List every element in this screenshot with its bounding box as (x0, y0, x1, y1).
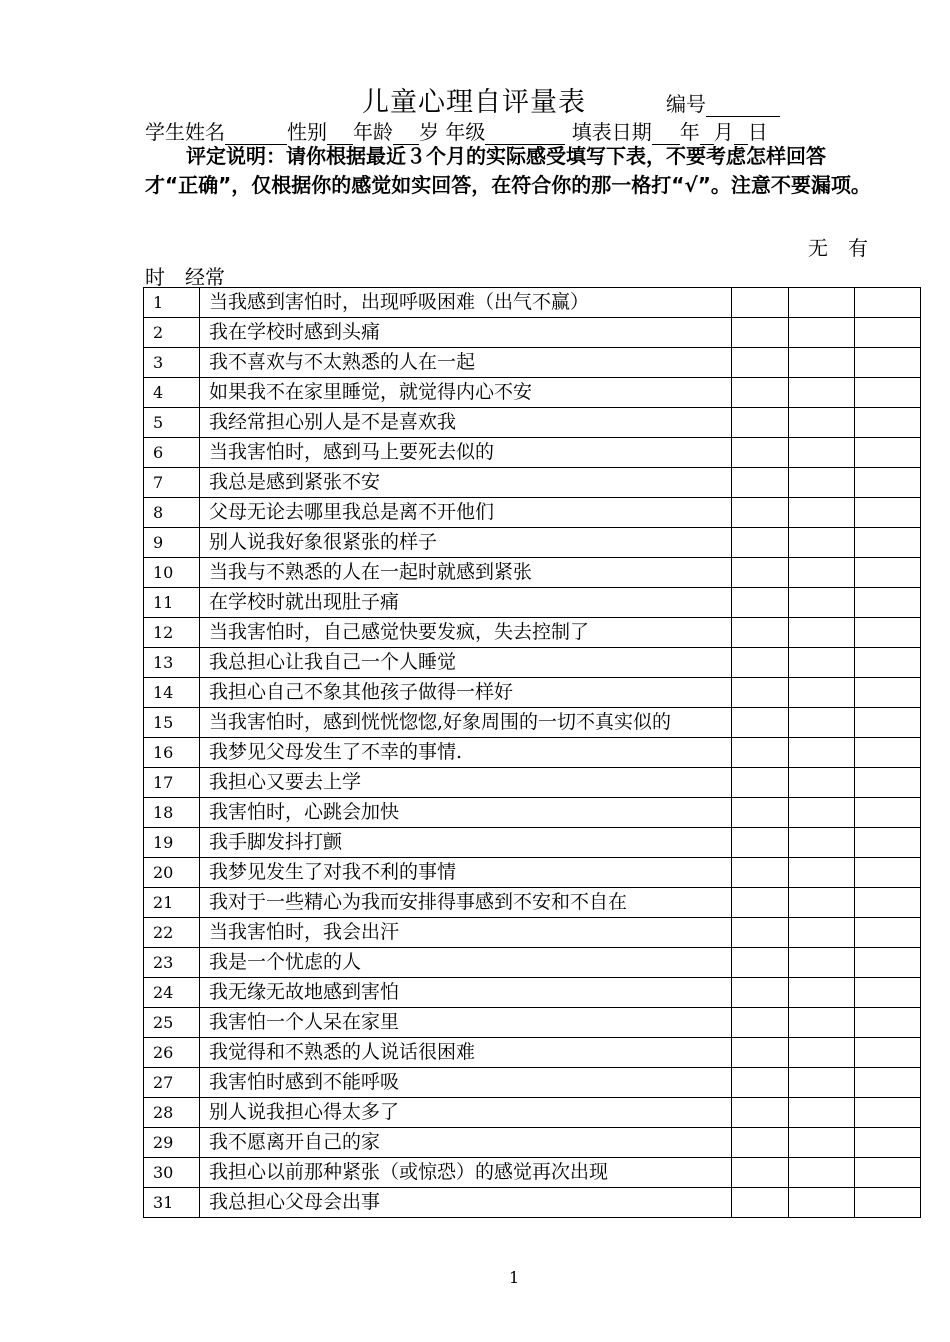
answer-cell-often[interactable] (855, 1008, 921, 1038)
answer-cell-often[interactable] (855, 768, 921, 798)
item-text: 当我感到害怕时，出现呼吸困难（出气不赢） (200, 288, 732, 318)
answer-cell-sometimes[interactable] (789, 828, 855, 858)
item-text: 我害怕时，心跳会加快 (200, 798, 732, 828)
item-text: 我担心自己不象其他孩子做得一样好 (200, 678, 732, 708)
item-number: 17 (144, 768, 200, 798)
item-number: 24 (144, 978, 200, 1008)
answer-cell-sometimes[interactable] (789, 738, 855, 768)
answer-cell-often[interactable] (855, 468, 921, 498)
item-number: 16 (144, 738, 200, 768)
item-number: 22 (144, 918, 200, 948)
item-text: 在学校时就出现肚子痛 (200, 588, 732, 618)
item-text: 我害怕时感到不能呼吸 (200, 1068, 732, 1098)
answer-cell-never[interactable] (732, 1128, 789, 1158)
item-number: 19 (144, 828, 200, 858)
answer-cell-often[interactable] (855, 1098, 921, 1128)
answer-cell-often[interactable] (855, 528, 921, 558)
serial-number-blank[interactable] (706, 96, 780, 117)
answer-cell-often[interactable] (855, 648, 921, 678)
answer-cell-never[interactable] (732, 798, 789, 828)
answer-cell-never[interactable] (732, 498, 789, 528)
answer-cell-never[interactable] (732, 318, 789, 348)
item-text: 我总担心父母会出事 (200, 1188, 732, 1218)
answer-cell-never[interactable] (732, 288, 789, 318)
table-row (144, 738, 921, 768)
table-row (144, 888, 921, 918)
questionnaire-table (143, 287, 921, 1218)
page-number: 1 (509, 1268, 520, 1287)
answer-cell-sometimes[interactable] (789, 708, 855, 738)
answer-cell-sometimes[interactable] (789, 768, 855, 798)
answer-cell-never[interactable] (732, 468, 789, 498)
answer-cell-often[interactable] (855, 1188, 921, 1218)
answer-cell-never[interactable] (732, 738, 789, 768)
name-label: 学生姓名 (145, 120, 225, 144)
table-row (144, 498, 921, 528)
answer-cell-often[interactable] (855, 708, 921, 738)
answer-cell-sometimes[interactable] (789, 558, 855, 588)
answer-cell-sometimes[interactable] (789, 498, 855, 528)
answer-cell-sometimes[interactable] (789, 1068, 855, 1098)
item-number: 31 (144, 1188, 200, 1218)
item-text: 当我与不熟悉的人在一起时就感到紧张 (200, 558, 732, 588)
answer-cell-never[interactable] (732, 1098, 789, 1128)
table-row (144, 468, 921, 498)
answer-cell-never[interactable] (732, 1038, 789, 1068)
answer-cell-often[interactable] (855, 798, 921, 828)
answer-cell-often[interactable] (855, 978, 921, 1008)
table-row (144, 408, 921, 438)
table-row (144, 618, 921, 648)
serial-number-field (666, 88, 780, 117)
answer-cell-often[interactable] (855, 918, 921, 948)
table-row (144, 828, 921, 858)
table-row (144, 678, 921, 708)
answer-cell-never[interactable] (732, 918, 789, 948)
answer-cell-often[interactable] (855, 1158, 921, 1188)
month-unit: 月 (713, 120, 734, 144)
answer-cell-sometimes[interactable] (789, 468, 855, 498)
item-text: 我不愿离开自己的家 (200, 1128, 732, 1158)
item-number: 30 (144, 1158, 200, 1188)
table-row (144, 438, 921, 468)
answer-cell-never[interactable] (732, 348, 789, 378)
answer-cell-sometimes[interactable] (789, 318, 855, 348)
item-number: 20 (144, 858, 200, 888)
item-text: 我总担心让我自己一个人睡觉 (200, 648, 732, 678)
answer-cell-often[interactable] (855, 1068, 921, 1098)
table-row (144, 708, 921, 738)
item-number: 3 (144, 348, 200, 378)
item-text: 父母无论去哪里我总是离不开他们 (200, 498, 732, 528)
column-header-line2: 时 经常 (145, 265, 225, 289)
answer-cell-sometimes[interactable] (789, 1158, 855, 1188)
age-unit: 岁 (419, 120, 439, 144)
table-row (144, 918, 921, 948)
answer-cell-often[interactable] (855, 318, 921, 348)
answer-cell-often[interactable] (855, 438, 921, 468)
item-text: 我担心以前那种紧张（或惊恐）的感觉再次出现 (200, 1158, 732, 1188)
answer-cell-often[interactable] (855, 828, 921, 858)
year-unit: 年 (679, 120, 700, 144)
table-row (144, 348, 921, 378)
item-text: 我总是感到紧张不安 (200, 468, 732, 498)
answer-cell-sometimes[interactable] (789, 348, 855, 378)
answer-cell-sometimes[interactable] (789, 528, 855, 558)
item-text: 我对于一些精心为我而安排得事感到不安和不自在 (200, 888, 732, 918)
item-number: 15 (144, 708, 200, 738)
answer-cell-never[interactable] (732, 768, 789, 798)
answer-cell-sometimes[interactable] (789, 948, 855, 978)
item-number: 25 (144, 1008, 200, 1038)
table-row (144, 1128, 921, 1158)
answer-cell-never[interactable] (732, 978, 789, 1008)
answer-cell-often[interactable] (855, 888, 921, 918)
answer-cell-often[interactable] (855, 618, 921, 648)
gender-label: 性别 (287, 120, 327, 144)
item-text: 我经常担心别人是不是喜欢我 (200, 408, 732, 438)
form-title: 儿童心理自评量表 (362, 87, 586, 118)
item-text: 我梦见发生了对我不利的事情 (200, 858, 732, 888)
answer-cell-sometimes[interactable] (789, 1128, 855, 1158)
table-row (144, 1188, 921, 1218)
item-text: 我觉得和不熟悉的人说话很困难 (200, 1038, 732, 1068)
item-number: 8 (144, 498, 200, 528)
answer-cell-often[interactable] (855, 1128, 921, 1158)
answer-cell-often[interactable] (855, 378, 921, 408)
item-number: 23 (144, 948, 200, 978)
item-number: 2 (144, 318, 200, 348)
item-text: 当我害怕时，自己感觉快要发疯，失去控制了 (200, 618, 732, 648)
answer-cell-often[interactable] (855, 588, 921, 618)
item-text: 我是一个忧虑的人 (200, 948, 732, 978)
item-number: 4 (144, 378, 200, 408)
answer-cell-sometimes[interactable] (789, 648, 855, 678)
answer-cell-often[interactable] (855, 678, 921, 708)
table-row (144, 528, 921, 558)
answer-cell-never[interactable] (732, 1158, 789, 1188)
answer-cell-often[interactable] (855, 948, 921, 978)
answer-cell-sometimes[interactable] (789, 978, 855, 1008)
answer-cell-sometimes[interactable] (789, 408, 855, 438)
answer-cell-never[interactable] (732, 408, 789, 438)
item-number: 1 (144, 288, 200, 318)
serial-number-label: 编号 (666, 92, 706, 116)
table-row (144, 1038, 921, 1068)
answer-cell-never[interactable] (732, 588, 789, 618)
answer-cell-never[interactable] (732, 828, 789, 858)
answer-cell-never[interactable] (732, 678, 789, 708)
item-number: 28 (144, 1098, 200, 1128)
table-row (144, 768, 921, 798)
item-text: 当我害怕时，我会出汗 (200, 918, 732, 948)
age-label: 年龄 (353, 120, 393, 144)
answer-cell-never[interactable] (732, 528, 789, 558)
table-row (144, 1098, 921, 1128)
item-text: 别人说我好象很紧张的样子 (200, 528, 732, 558)
answer-cell-sometimes[interactable] (789, 618, 855, 648)
instructions: 评定说明：请你根据最近３个月的实际感受填写下表，不要考虑怎样回答才“正确”，仅根据你的感觉如实回答，在符合你的那一格打“√”。注意不要漏项。 (145, 144, 871, 197)
answer-cell-sometimes[interactable] (789, 888, 855, 918)
answer-cell-sometimes[interactable] (789, 378, 855, 408)
answer-cell-often[interactable] (855, 348, 921, 378)
answer-cell-often[interactable] (855, 408, 921, 438)
answer-cell-sometimes[interactable] (789, 678, 855, 708)
table-row (144, 858, 921, 888)
answer-cell-often[interactable] (855, 738, 921, 768)
item-text: 我梦见父母发生了不幸的事情. (200, 738, 732, 768)
answer-cell-sometimes[interactable] (789, 438, 855, 468)
answer-cell-never[interactable] (732, 558, 789, 588)
item-number: 27 (144, 1068, 200, 1098)
answer-cell-often[interactable] (855, 498, 921, 528)
item-text: 我害怕一个人呆在家里 (200, 1008, 732, 1038)
answer-cell-sometimes[interactable] (789, 1038, 855, 1068)
answer-cell-never[interactable] (732, 948, 789, 978)
item-number: 13 (144, 648, 200, 678)
answer-cell-never[interactable] (732, 888, 789, 918)
answer-cell-often[interactable] (855, 858, 921, 888)
answer-cell-never[interactable] (732, 648, 789, 678)
column-header-line1: 无 有 (808, 236, 868, 260)
answer-cell-never[interactable] (732, 1008, 789, 1038)
table-row (144, 1008, 921, 1038)
item-number: 21 (144, 888, 200, 918)
answer-cell-never[interactable] (732, 378, 789, 408)
answer-cell-often[interactable] (855, 288, 921, 318)
table-row (144, 588, 921, 618)
answer-cell-often[interactable] (855, 558, 921, 588)
item-text: 当我害怕时，感到马上要死去似的 (200, 438, 732, 468)
answer-cell-sometimes[interactable] (789, 1098, 855, 1128)
answer-cell-often[interactable] (855, 1038, 921, 1068)
answer-cell-never[interactable] (732, 618, 789, 648)
grade-label: 年级 (445, 120, 486, 144)
answer-cell-sometimes[interactable] (789, 918, 855, 948)
answer-cell-never[interactable] (732, 1188, 789, 1218)
answer-cell-sometimes[interactable] (789, 288, 855, 318)
table-row (144, 648, 921, 678)
item-text: 别人说我担心得太多了 (200, 1098, 732, 1128)
answer-cell-never[interactable] (732, 708, 789, 738)
item-number: 6 (144, 438, 200, 468)
table-row (144, 1158, 921, 1188)
table-row (144, 798, 921, 828)
item-number: 5 (144, 408, 200, 438)
table-row (144, 558, 921, 588)
item-text: 我手脚发抖打颤 (200, 828, 732, 858)
item-number: 29 (144, 1128, 200, 1158)
item-number: 18 (144, 798, 200, 828)
item-number: 26 (144, 1038, 200, 1068)
item-text: 我无缘无故地感到害怕 (200, 978, 732, 1008)
item-number: 7 (144, 468, 200, 498)
answer-cell-sometimes[interactable] (789, 858, 855, 888)
item-text: 我在学校时感到头痛 (200, 318, 732, 348)
answer-cell-never[interactable] (732, 858, 789, 888)
item-text: 如果我不在家里睡觉，就觉得内心不安 (200, 378, 732, 408)
date-label: 填表日期 (571, 120, 652, 144)
item-text: 我不喜欢与不太熟悉的人在一起 (200, 348, 732, 378)
answer-cell-never[interactable] (732, 1068, 789, 1098)
item-number: 12 (144, 618, 200, 648)
item-text: 我担心又要去上学 (200, 768, 732, 798)
student-info-line (145, 116, 768, 145)
answer-cell-sometimes[interactable] (789, 798, 855, 828)
item-number: 14 (144, 678, 200, 708)
day-unit: 日 (747, 120, 768, 144)
table-row (144, 978, 921, 1008)
item-text: 当我害怕时，感到恍恍惚惚,好象周围的一切不真实似的 (200, 708, 732, 738)
table-row (144, 378, 921, 408)
answer-cell-sometimes[interactable] (789, 1008, 855, 1038)
item-number: 11 (144, 588, 200, 618)
item-number: 10 (144, 558, 200, 588)
answer-cell-sometimes[interactable] (789, 1188, 855, 1218)
table-row (144, 318, 921, 348)
answer-cell-sometimes[interactable] (789, 588, 855, 618)
item-number: 9 (144, 528, 200, 558)
table-row (144, 1068, 921, 1098)
table-row (144, 948, 921, 978)
table-row (144, 288, 921, 318)
answer-cell-never[interactable] (732, 438, 789, 468)
